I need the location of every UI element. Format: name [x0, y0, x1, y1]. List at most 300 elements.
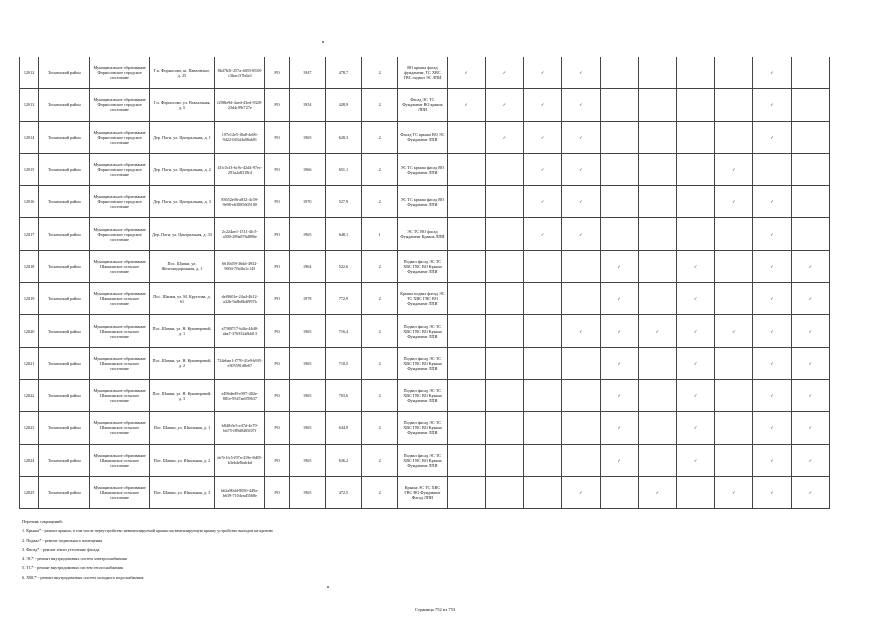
cell-year: 1954	[289, 89, 325, 121]
notes-line: 4. ЭС* - ремонт внутридомовых систем электроснабжения	[22, 556, 127, 562]
check-mark: ✓	[524, 121, 562, 153]
cell-form: РО	[265, 153, 289, 185]
check-mark: ✓	[600, 347, 638, 379]
cell-area: 628,3	[325, 121, 361, 153]
check-cell-empty	[524, 476, 562, 508]
cell-floors: 2	[362, 476, 398, 508]
check-cell-empty	[753, 153, 791, 185]
cell-address: Дер. Поги, ул. Центральная, д. 2	[149, 153, 214, 185]
check-mark: ✓	[447, 89, 485, 121]
check-cell-empty	[676, 218, 714, 250]
check-mark: ✓	[485, 89, 523, 121]
cell-id: 83652e06-a832-4c59-9e98-e63085605100	[215, 186, 265, 218]
cell-form: РО	[265, 57, 289, 89]
check-mark: ✓	[485, 57, 523, 89]
cell-floors: 2	[362, 347, 398, 379]
check-cell-empty	[715, 412, 753, 444]
check-cell-empty	[638, 89, 676, 121]
check-mark: ✓	[524, 218, 562, 250]
check-cell-empty	[524, 379, 562, 411]
check-cell-empty	[638, 347, 676, 379]
check-mark: ✓	[600, 250, 638, 282]
cell-district: Тосненский район	[39, 218, 90, 250]
cell-num: 12015	[20, 153, 39, 185]
check-cell-empty	[638, 412, 676, 444]
cell-num: 12017	[20, 218, 39, 250]
check-cell-empty	[485, 315, 523, 347]
cell-floors: 2	[362, 283, 398, 315]
check-cell-empty	[715, 444, 753, 476]
table-row	[20, 121, 830, 153]
cell-address: Пос. Шапки, ул. Н. Куковеровой, д. 2	[149, 347, 214, 379]
check-mark: ✓	[562, 218, 600, 250]
check-cell-empty	[600, 186, 638, 218]
cell-year: 1965	[289, 121, 325, 153]
check-cell-empty	[715, 218, 753, 250]
cell-district: Тосненский район	[39, 283, 90, 315]
check-mark: ✓	[562, 89, 600, 121]
check-cell-empty	[447, 347, 485, 379]
check-mark: ✓	[600, 379, 638, 411]
check-cell-empty	[524, 315, 562, 347]
cell-area: 710,5	[325, 347, 361, 379]
check-cell-empty	[447, 186, 485, 218]
cell-form: РО	[265, 315, 289, 347]
cell-year: 1965	[289, 379, 325, 411]
check-mark: ✓	[753, 444, 791, 476]
cell-num: 12023	[20, 412, 39, 444]
notes-line: 6. ХВС* - ремонт внутридомовых систем холодного водоснабжения	[22, 574, 144, 580]
cell-floors: 2	[362, 444, 398, 476]
check-cell-empty	[600, 218, 638, 250]
cell-district: Тосненский район	[39, 315, 90, 347]
cell-address: Пос. Шапки, ул. Н. Куковеровой, д. 1	[149, 315, 214, 347]
cell-num: 12013	[20, 89, 39, 121]
cell-district: Тосненский район	[39, 57, 90, 89]
check-cell-empty	[447, 315, 485, 347]
check-cell-empty	[447, 250, 485, 282]
check-cell-empty	[524, 347, 562, 379]
cell-works: Подвал фасад ЭС ТС ХВС ГВС ВО Крыша Фундамент ЛПИ	[398, 444, 447, 476]
cell-year: 1965	[289, 218, 325, 250]
cell-works: Фасад ТС крыша ВО ЭС Фундамент ЛПИ	[398, 121, 447, 153]
check-cell-empty	[638, 186, 676, 218]
check-cell-empty	[485, 444, 523, 476]
table-row	[20, 250, 830, 282]
cell-id: 197e12e5-f0a8-4e06-9422-043d4a98ab91	[215, 121, 265, 153]
check-mark: ✓	[524, 57, 562, 89]
check-cell-empty	[562, 444, 600, 476]
check-cell-empty	[715, 57, 753, 89]
check-mark: ✓	[791, 444, 829, 476]
check-cell-empty	[447, 153, 485, 185]
check-cell-empty	[638, 218, 676, 250]
check-cell-empty	[485, 379, 523, 411]
notes-line: 3. Фасад* - ремонт и/или утепление фасада	[22, 546, 100, 552]
cell-form: РО	[265, 89, 289, 121]
scan-speck	[322, 41, 324, 43]
check-mark: ✓	[753, 186, 791, 218]
cell-address: Пос. Шапки, ул. Железнодорожная, д. 1	[149, 250, 214, 282]
cell-num: 12021	[20, 347, 39, 379]
table-row	[20, 153, 830, 185]
check-cell-empty	[600, 153, 638, 185]
notes-line: 5. ТС* - ремонт внутридомовых систем теплоснабжения	[22, 565, 123, 571]
check-mark: ✓	[791, 412, 829, 444]
cell-district: Тосненский район	[39, 250, 90, 282]
cell-district: Тосненский район	[39, 89, 90, 121]
cell-year: 1965	[289, 347, 325, 379]
check-cell-empty	[791, 57, 829, 89]
check-mark: ✓	[676, 412, 714, 444]
notes-heading: Перечень сокращений:	[22, 519, 63, 524]
check-mark: ✓	[753, 412, 791, 444]
check-mark: ✓	[600, 412, 638, 444]
cell-floors: 2	[362, 412, 398, 444]
check-mark: ✓	[524, 153, 562, 185]
cell-municipality: Муниципальное образование Шапкинское сельское поселение	[90, 476, 149, 508]
cell-area: 527,9	[325, 186, 361, 218]
check-cell-empty	[676, 57, 714, 89]
check-cell-empty	[715, 121, 753, 153]
cell-municipality: Муниципальное образование Форносовское городское поселение	[90, 89, 149, 121]
check-mark: ✓	[676, 444, 714, 476]
check-mark: ✓	[562, 121, 600, 153]
cell-num: 12020	[20, 315, 39, 347]
cell-works: Подвал фасад ЭС ТС ХВС ГВС ВО Крыша Фундамент ЛПИ	[398, 347, 447, 379]
cell-area: 716,4	[325, 315, 361, 347]
check-cell-empty	[638, 379, 676, 411]
cell-floors: 2	[362, 379, 398, 411]
check-cell-empty	[485, 347, 523, 379]
cell-district: Тосненский район	[39, 153, 90, 185]
cell-area: 522,6	[325, 250, 361, 282]
cell-floors: 2	[362, 57, 398, 89]
register-table	[19, 57, 830, 509]
cell-district: Тосненский район	[39, 186, 90, 218]
check-mark: ✓	[791, 379, 829, 411]
cell-municipality: Муниципальное образование Форносовское городское поселение	[90, 186, 149, 218]
check-cell-empty	[562, 412, 600, 444]
cell-year: 1947	[289, 57, 325, 89]
check-cell-empty	[676, 89, 714, 121]
cell-municipality: Муниципальное образование Шапкинское сельское поселение	[90, 315, 149, 347]
cell-municipality: Муниципальное образование Форносовское городское поселение	[90, 57, 149, 89]
cell-address: Пос. Шапки, ул. Школьная, д. 2	[149, 444, 214, 476]
cell-id: 6610d59-36dd-4932-9694-7fb4fa1c143	[215, 250, 265, 282]
check-cell-empty	[676, 153, 714, 185]
check-cell-empty	[715, 347, 753, 379]
cell-address: Г.п. Форносово, ул. Вокзальная, д. 5	[149, 89, 214, 121]
cell-municipality: Муниципальное образование Шапкинское сельское поселение	[90, 412, 149, 444]
cell-id: 8b47b5f-257a-4693-8538-c3bac1f7b6a3	[215, 57, 265, 89]
check-cell-empty	[600, 89, 638, 121]
check-cell-empty	[562, 347, 600, 379]
check-mark: ✓	[524, 89, 562, 121]
check-mark: ✓	[562, 186, 600, 218]
cell-municipality: Муниципальное образование Шапкинское сельское поселение	[90, 347, 149, 379]
cell-municipality: Муниципальное образование Шапкинское сельское поселение	[90, 379, 149, 411]
cell-year: 1965	[289, 315, 325, 347]
cell-municipality: Муниципальное образование Форносовское городское поселение	[90, 153, 149, 185]
cell-floors: 2	[362, 186, 398, 218]
cell-form: РО	[265, 186, 289, 218]
check-mark: ✓	[638, 476, 676, 508]
table-row	[20, 379, 830, 411]
check-cell-empty	[638, 283, 676, 315]
check-cell-empty	[600, 57, 638, 89]
cell-num: 12024	[20, 444, 39, 476]
check-mark: ✓	[485, 121, 523, 153]
cell-num: 12022	[20, 379, 39, 411]
check-cell-empty	[638, 153, 676, 185]
cell-form: РО	[265, 379, 289, 411]
check-mark: ✓	[638, 315, 676, 347]
cell-area: 772,9	[325, 283, 361, 315]
cell-year: 1964	[289, 250, 325, 282]
check-cell-empty	[715, 250, 753, 282]
check-mark: ✓	[753, 379, 791, 411]
cell-area: 478,7	[325, 57, 361, 89]
check-cell-empty	[447, 121, 485, 153]
cell-address: Пос. Шапки, ул. Н. Куковеровой, д. 3	[149, 379, 214, 411]
cell-num: 12019	[20, 283, 39, 315]
cell-address: Дер. Поги, ул. Центральная, д. 3	[149, 186, 214, 218]
check-cell-empty	[638, 121, 676, 153]
cell-area: 648,1	[325, 218, 361, 250]
table-row	[20, 283, 830, 315]
cell-area: 428,9	[325, 89, 361, 121]
cell-form: РО	[265, 347, 289, 379]
check-cell-empty	[485, 476, 523, 508]
check-cell-empty	[676, 186, 714, 218]
cell-form: РО	[265, 218, 289, 250]
check-mark: ✓	[676, 250, 714, 282]
cell-district: Тосненский район	[39, 347, 90, 379]
check-mark: ✓	[791, 315, 829, 347]
check-mark: ✓	[676, 379, 714, 411]
cell-works: Крыша ЭС ТС ХВС ГВС ВО Фундамент Фасад ЛПИ	[398, 476, 447, 508]
cell-year: 1978	[289, 283, 325, 315]
check-mark: ✓	[753, 89, 791, 121]
check-cell-empty	[485, 412, 523, 444]
check-cell-empty	[791, 218, 829, 250]
check-cell-empty	[791, 186, 829, 218]
check-cell-empty	[485, 186, 523, 218]
check-mark: ✓	[715, 186, 753, 218]
check-mark: ✓	[753, 283, 791, 315]
check-cell-empty	[485, 250, 523, 282]
check-cell-empty	[600, 476, 638, 508]
check-cell-empty	[638, 250, 676, 282]
scan-speck	[327, 586, 329, 588]
check-cell-empty	[676, 121, 714, 153]
cell-works: Крыша подвал фасад ЭС ТС ХВС ГВС ВО Фундамент ЛПИ	[398, 283, 447, 315]
cell-district: Тосненский район	[39, 476, 90, 508]
cell-form: РО	[265, 250, 289, 282]
cell-form: РО	[265, 283, 289, 315]
cell-form: РО	[265, 476, 289, 508]
check-cell-empty	[524, 250, 562, 282]
check-mark: ✓	[715, 153, 753, 185]
cell-municipality: Муниципальное образование Форносовское городское поселение	[90, 121, 149, 153]
cell-floors: 1	[362, 218, 398, 250]
check-cell-empty	[447, 476, 485, 508]
cell-num: 12012	[20, 57, 39, 89]
check-cell-empty	[524, 412, 562, 444]
cell-num: 12025	[20, 476, 39, 508]
register-table-body	[20, 57, 830, 509]
check-cell-empty	[715, 89, 753, 121]
check-mark: ✓	[791, 476, 829, 508]
check-mark: ✓	[753, 476, 791, 508]
check-mark: ✓	[753, 121, 791, 153]
cell-works: ЭС ТС ВО фасад Фундамент Крыша ЛПИ	[398, 218, 447, 250]
check-mark: ✓	[676, 347, 714, 379]
check-cell-empty	[791, 153, 829, 185]
cell-address: Дер. Поги, ул. Центральная, д. 33	[149, 218, 214, 250]
cell-area: 636,2	[325, 444, 361, 476]
cell-address: Г.п. Форносово, ш. Павловское, д. 25	[149, 57, 214, 89]
table-row	[20, 89, 830, 121]
check-cell-empty	[676, 476, 714, 508]
check-mark: ✓	[791, 250, 829, 282]
cell-form: РО	[265, 444, 289, 476]
check-cell-empty	[562, 379, 600, 411]
table-row	[20, 315, 830, 347]
check-cell-empty	[638, 444, 676, 476]
cell-works: ВО крыша фасад фундамент, ТС ХВС ГВС подвал ЭС ЛПИ	[398, 57, 447, 89]
check-mark: ✓	[524, 186, 562, 218]
check-mark: ✓	[791, 347, 829, 379]
table-row	[20, 186, 830, 218]
cell-year: 1965	[289, 444, 325, 476]
cell-id: def9601e-24a4-4612-a32b-9a8b8b4f997b	[215, 283, 265, 315]
check-cell-empty	[524, 444, 562, 476]
check-cell-empty	[562, 250, 600, 282]
cell-works: ЭС ТС крыша фасад ВО Фундамент ЛПИ	[398, 186, 447, 218]
check-cell-empty	[485, 283, 523, 315]
check-cell-empty	[562, 283, 600, 315]
check-cell-empty	[485, 153, 523, 185]
table-row	[20, 412, 830, 444]
cell-id: f298fe9d-4aed-43ed-9320-23d4c99f727e	[215, 89, 265, 121]
table-row	[20, 218, 830, 250]
cell-municipality: Муниципальное образование Шапкинское сельское поселение	[90, 250, 149, 282]
check-cell-empty	[715, 379, 753, 411]
cell-floors: 2	[362, 89, 398, 121]
check-mark: ✓	[562, 57, 600, 89]
check-cell-empty	[447, 412, 485, 444]
cell-works: Подвал фасад ЭС ТС ХВС ГВС ВО Крыша Фундамент ЛПИ	[398, 315, 447, 347]
cell-floors: 2	[362, 250, 398, 282]
cell-form: РО	[265, 412, 289, 444]
cell-id: de7e1fc5-f97a-419e-8d05-b3eb4e8adcbd	[215, 444, 265, 476]
cell-area: 651,1	[325, 153, 361, 185]
check-mark: ✓	[600, 283, 638, 315]
cell-district: Тосненский район	[39, 412, 90, 444]
cell-num: 12014	[20, 121, 39, 153]
notes-line: 1. Крыша* - ремонт крыши, в том числе переустройство невентилируемой крыши на вентилируемую крышу устройство выходов на кровлю	[22, 528, 273, 534]
cell-id: a7580717-b4fa-44d8-aba7-376352a8dd13	[215, 315, 265, 347]
cell-year: 1965	[289, 476, 325, 508]
cell-address: Пос. Шапки, ул. Школьная, д. 3	[149, 476, 214, 508]
check-mark: ✓	[791, 283, 829, 315]
cell-id: e496ded0-e597-402e-881e-9547ae659637	[215, 379, 265, 411]
check-mark: ✓	[753, 315, 791, 347]
check-mark: ✓	[447, 57, 485, 89]
cell-id: b62a90dd-8050-449a-b639-7104ead3568e	[215, 476, 265, 508]
cell-municipality: Муниципальное образование Форносовское городское поселение	[90, 218, 149, 250]
cell-address: Дер. Поги, ул. Центральная, д. 1	[149, 121, 214, 153]
cell-area: 703,6	[325, 379, 361, 411]
check-cell-empty	[524, 283, 562, 315]
table-row	[20, 476, 830, 508]
cell-district: Тосненский район	[39, 444, 90, 476]
check-mark: ✓	[753, 57, 791, 89]
check-cell-empty	[791, 89, 829, 121]
check-cell-empty	[447, 218, 485, 250]
cell-num: 12016	[20, 186, 39, 218]
check-cell-empty	[791, 121, 829, 153]
cell-district: Тосненский район	[39, 121, 90, 153]
cell-floors: 2	[362, 121, 398, 153]
table-row	[20, 347, 830, 379]
cell-floors: 2	[362, 153, 398, 185]
cell-works: Подвал фасад ЭС ТС ХВС ГВС ВО Крыша Фундамент ЛПИ	[398, 379, 447, 411]
check-mark: ✓	[562, 315, 600, 347]
check-cell-empty	[447, 444, 485, 476]
check-mark: ✓	[753, 218, 791, 250]
cell-id: 2c224ae1-1511-4fc5-a500-289a876d896e	[215, 218, 265, 250]
cell-id: b84fb5e3-e47d-4e79-bb75-f89d0405f07f	[215, 412, 265, 444]
cell-area: 472,5	[325, 476, 361, 508]
check-cell-empty	[600, 121, 638, 153]
cell-municipality: Муниципальное образование Шапкинское сельское поселение	[90, 283, 149, 315]
abbreviations-notes	[22, 519, 273, 584]
check-mark: ✓	[753, 347, 791, 379]
check-mark: ✓	[600, 444, 638, 476]
check-cell-empty	[447, 379, 485, 411]
notes-line: 2. Подвал* - ремонт подвального помещения	[22, 537, 103, 543]
check-mark: ✓	[562, 476, 600, 508]
check-mark: ✓	[715, 476, 753, 508]
cell-works: Подвал фасад ЭС ТС ХВС ГВС ВО Крыша Фундамент ЛПИ	[398, 412, 447, 444]
cell-num: 12018	[20, 250, 39, 282]
check-mark: ✓	[753, 250, 791, 282]
cell-id: 4f1c5cf3-6c9c-42d4-97ec-291a2a8318f4	[215, 153, 265, 185]
check-mark: ✓	[676, 283, 714, 315]
page-number: Страница 752 из 753	[415, 607, 456, 612]
cell-year: 1966	[289, 153, 325, 185]
check-mark: ✓	[715, 315, 753, 347]
check-mark: ✓	[562, 153, 600, 185]
check-cell-empty	[715, 283, 753, 315]
check-cell-empty	[485, 218, 523, 250]
check-mark: ✓	[600, 315, 638, 347]
cell-id: 724ebae1-f770-41e9-b9f5-e505591d8e67	[215, 347, 265, 379]
cell-address: Пос. Шапки, ул. Школьная, д. 1	[149, 412, 214, 444]
cell-district: Тосненский район	[39, 379, 90, 411]
cell-form: РО	[265, 121, 289, 153]
cell-area: 644,9	[325, 412, 361, 444]
check-cell-empty	[638, 57, 676, 89]
cell-address: Пос. Шапки, ул. М. Круглова, д. 61	[149, 283, 214, 315]
cell-year: 1965	[289, 412, 325, 444]
table-row	[20, 444, 830, 476]
cell-works: ЭС ТС крыша фасад ВО Фундамент ЛПИ	[398, 153, 447, 185]
cell-year: 1970	[289, 186, 325, 218]
